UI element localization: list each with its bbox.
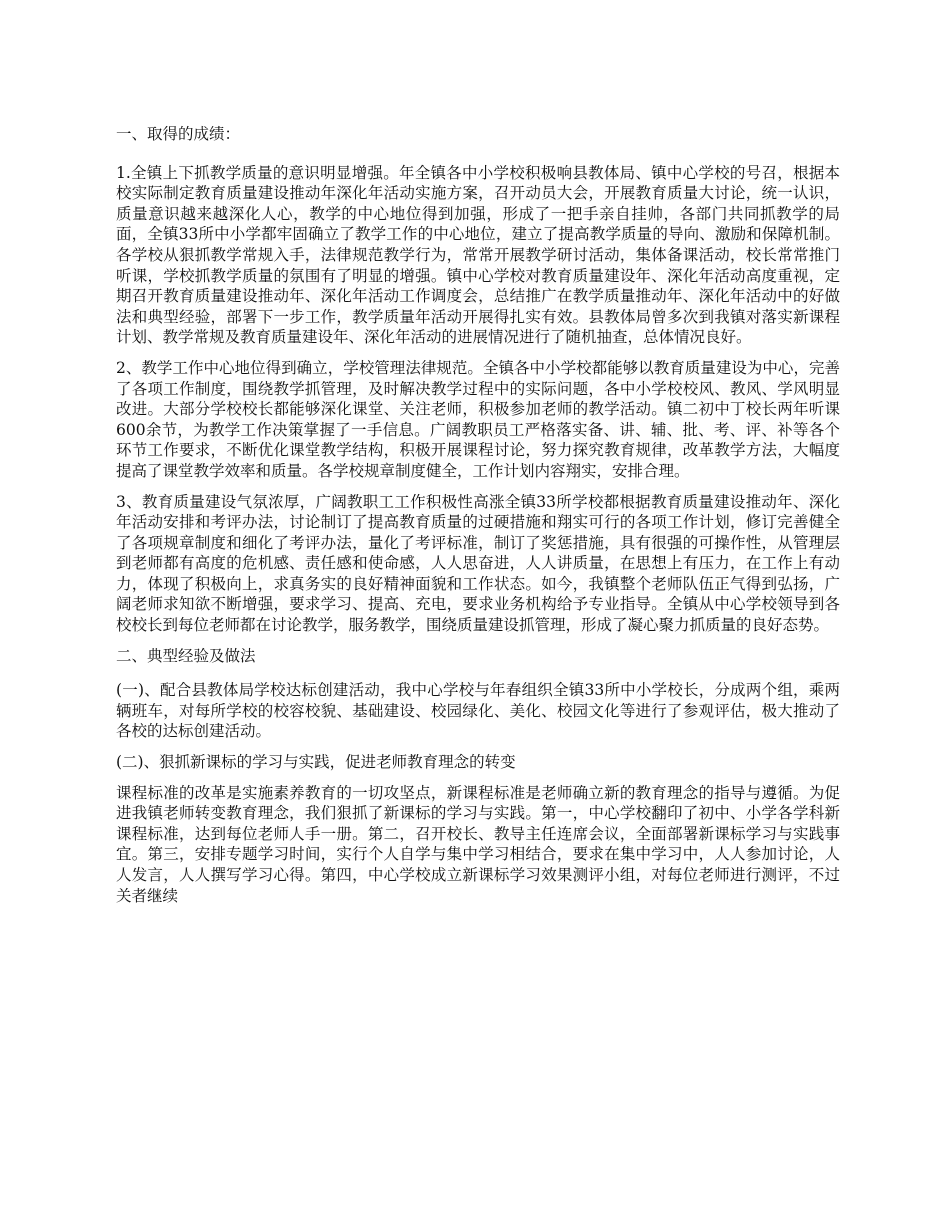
paragraph-curriculum-standards: 课程标准的改革是实施素养教育的一切攻坚点，新课程标准是老师确立新的教育理念的指导与遵循。为促进我镇老师转变教育理念，我们狠抓了新课标的学习与实践。第一，中心学校翻印了初中、小学各学科新课程标准，达到每位老师人手一册。第二，召开校长、教导主任连席会议，全面部署新课标学习与实践事宜。第三，安排专题学习时间，实行个人自学与集中学习相结合，要求在集中学习中，人人参加讨论，人人发言，人人撰写学习心得。第四，中心学校成立新课标学习效果测评小组，对每位老师进行测评，不过关者继续 bbox=[116, 783, 840, 905]
paragraph-quality-atmosphere: 3、教育质量建设气氛浓厚，广阔教职工工作积极性高涨全镇33所学校都根据教育质量建设推动年、深化年活动安排和考评办法，讨论制订了提高教育质量的过硬措施和翔实可行的各项工作计划，修订完善健全了各项规章制度和细化了考评办法，量化了考评标准，制订了奖惩措施，具有很强的可操作性，从管理层到老师都有高度的危机感、责任感和使命感，人人思奋进，人人讲质量，在思想上有压力，在工作上有动力，体现了积极向上，求真务实的良好精神面貌和工作状态。如今，我镇整个老师队伍正气得到弘扬，广阔老师求知欲不断增强，要求学习、提高、充电，要求业务机构给予专业指导。全镇从中心学校领导到各校校长到每位老师都在讨论教学，服务教学，围绕质量建设抓管理，形成了凝心聚力抓质量的良好态势。 bbox=[116, 492, 840, 635]
paragraph-subheading-curriculum: (二)、狠抓新课标的学习与实践，促进老师教育理念的转变 bbox=[116, 753, 516, 772]
section-heading-experience: 二、典型经验及做法 bbox=[116, 646, 256, 665]
paragraph-quality-awareness: 1.全镇上下抓教学质量的意识明显增强。年全镇各中小学校积极响县教体局、镇中心学校的号召，根据本校实际制定教育质量建设推动年深化年活动实施方案，召开动员大会，开展教育质量大讨论，统一认识，质量意识越来越深化人心，教学的中心地位得到加强，形成了一把手亲自挂帅，各部门共同抓教学的局面，全镇33所中小学都牢固确立了教学工作的中心地位，建立了提高教学质量的导向、激励和保障机制。各学校从狠抓教学常规入手，法律规范教学行为，常常开展教学研讨活动，集体备课活动，校长常常推门听课，学校抓教学质量的氛围有了明显的增强。镇中心学校对教育质量建设年、深化年活动高度重视，定期召开教育质量建设推动年、深化年活动工作调度会，总结推广在教学质量推动年、深化年活动中的好做法和典型经验，部署下一步工作，教学质量年活动开展得扎实有效。县教体局曾多次到我镇对落实新课程计划、教学常规及教育质量建设年、深化年活动的进展情况进行了随机抽查，总体情况良好。 bbox=[116, 163, 840, 347]
paragraph-teaching-center: 2、教学工作中心地位得到确立，学校管理法律规范。全镇各中小学校都能够以教育质量建设为中心，完善了各项工作制度，围绕教学抓管理，及时解决教学过程中的实际问题，各中小学校校风、教风、学风明显改进。大部分学校校长都能够深化课堂、关注老师，积极参加老师的教学活动。镇二初中丁校长两年听课600余节，为教学工作决策掌握了一手信息。广阔教职员工严格落实备、讲、辅、批、考、评、补等各个环节工作要求，不断优化课堂教学结构，积极开展课程讨论，努力探究教育规律，改革教学方法，大幅度提高了课堂教学效率和质量。各学校规章制度健全，工作计划内容翔实，安排合理。 bbox=[116, 358, 840, 480]
section-heading-achievements: 一、取得的成绩： bbox=[116, 125, 241, 143]
document-body bbox=[116, 124, 840, 916]
paragraph-school-evaluation: (一)、配合县教体局学校达标创建活动，我中心学校与年春组织全镇33所中小学校长，分成两个组，乘两辆班车，对每所学校的校容校貌、基础建设、校园绿化、美化、校园文化等进行了参观评估，极大推动了各校的达标创建活动。 bbox=[116, 681, 840, 741]
